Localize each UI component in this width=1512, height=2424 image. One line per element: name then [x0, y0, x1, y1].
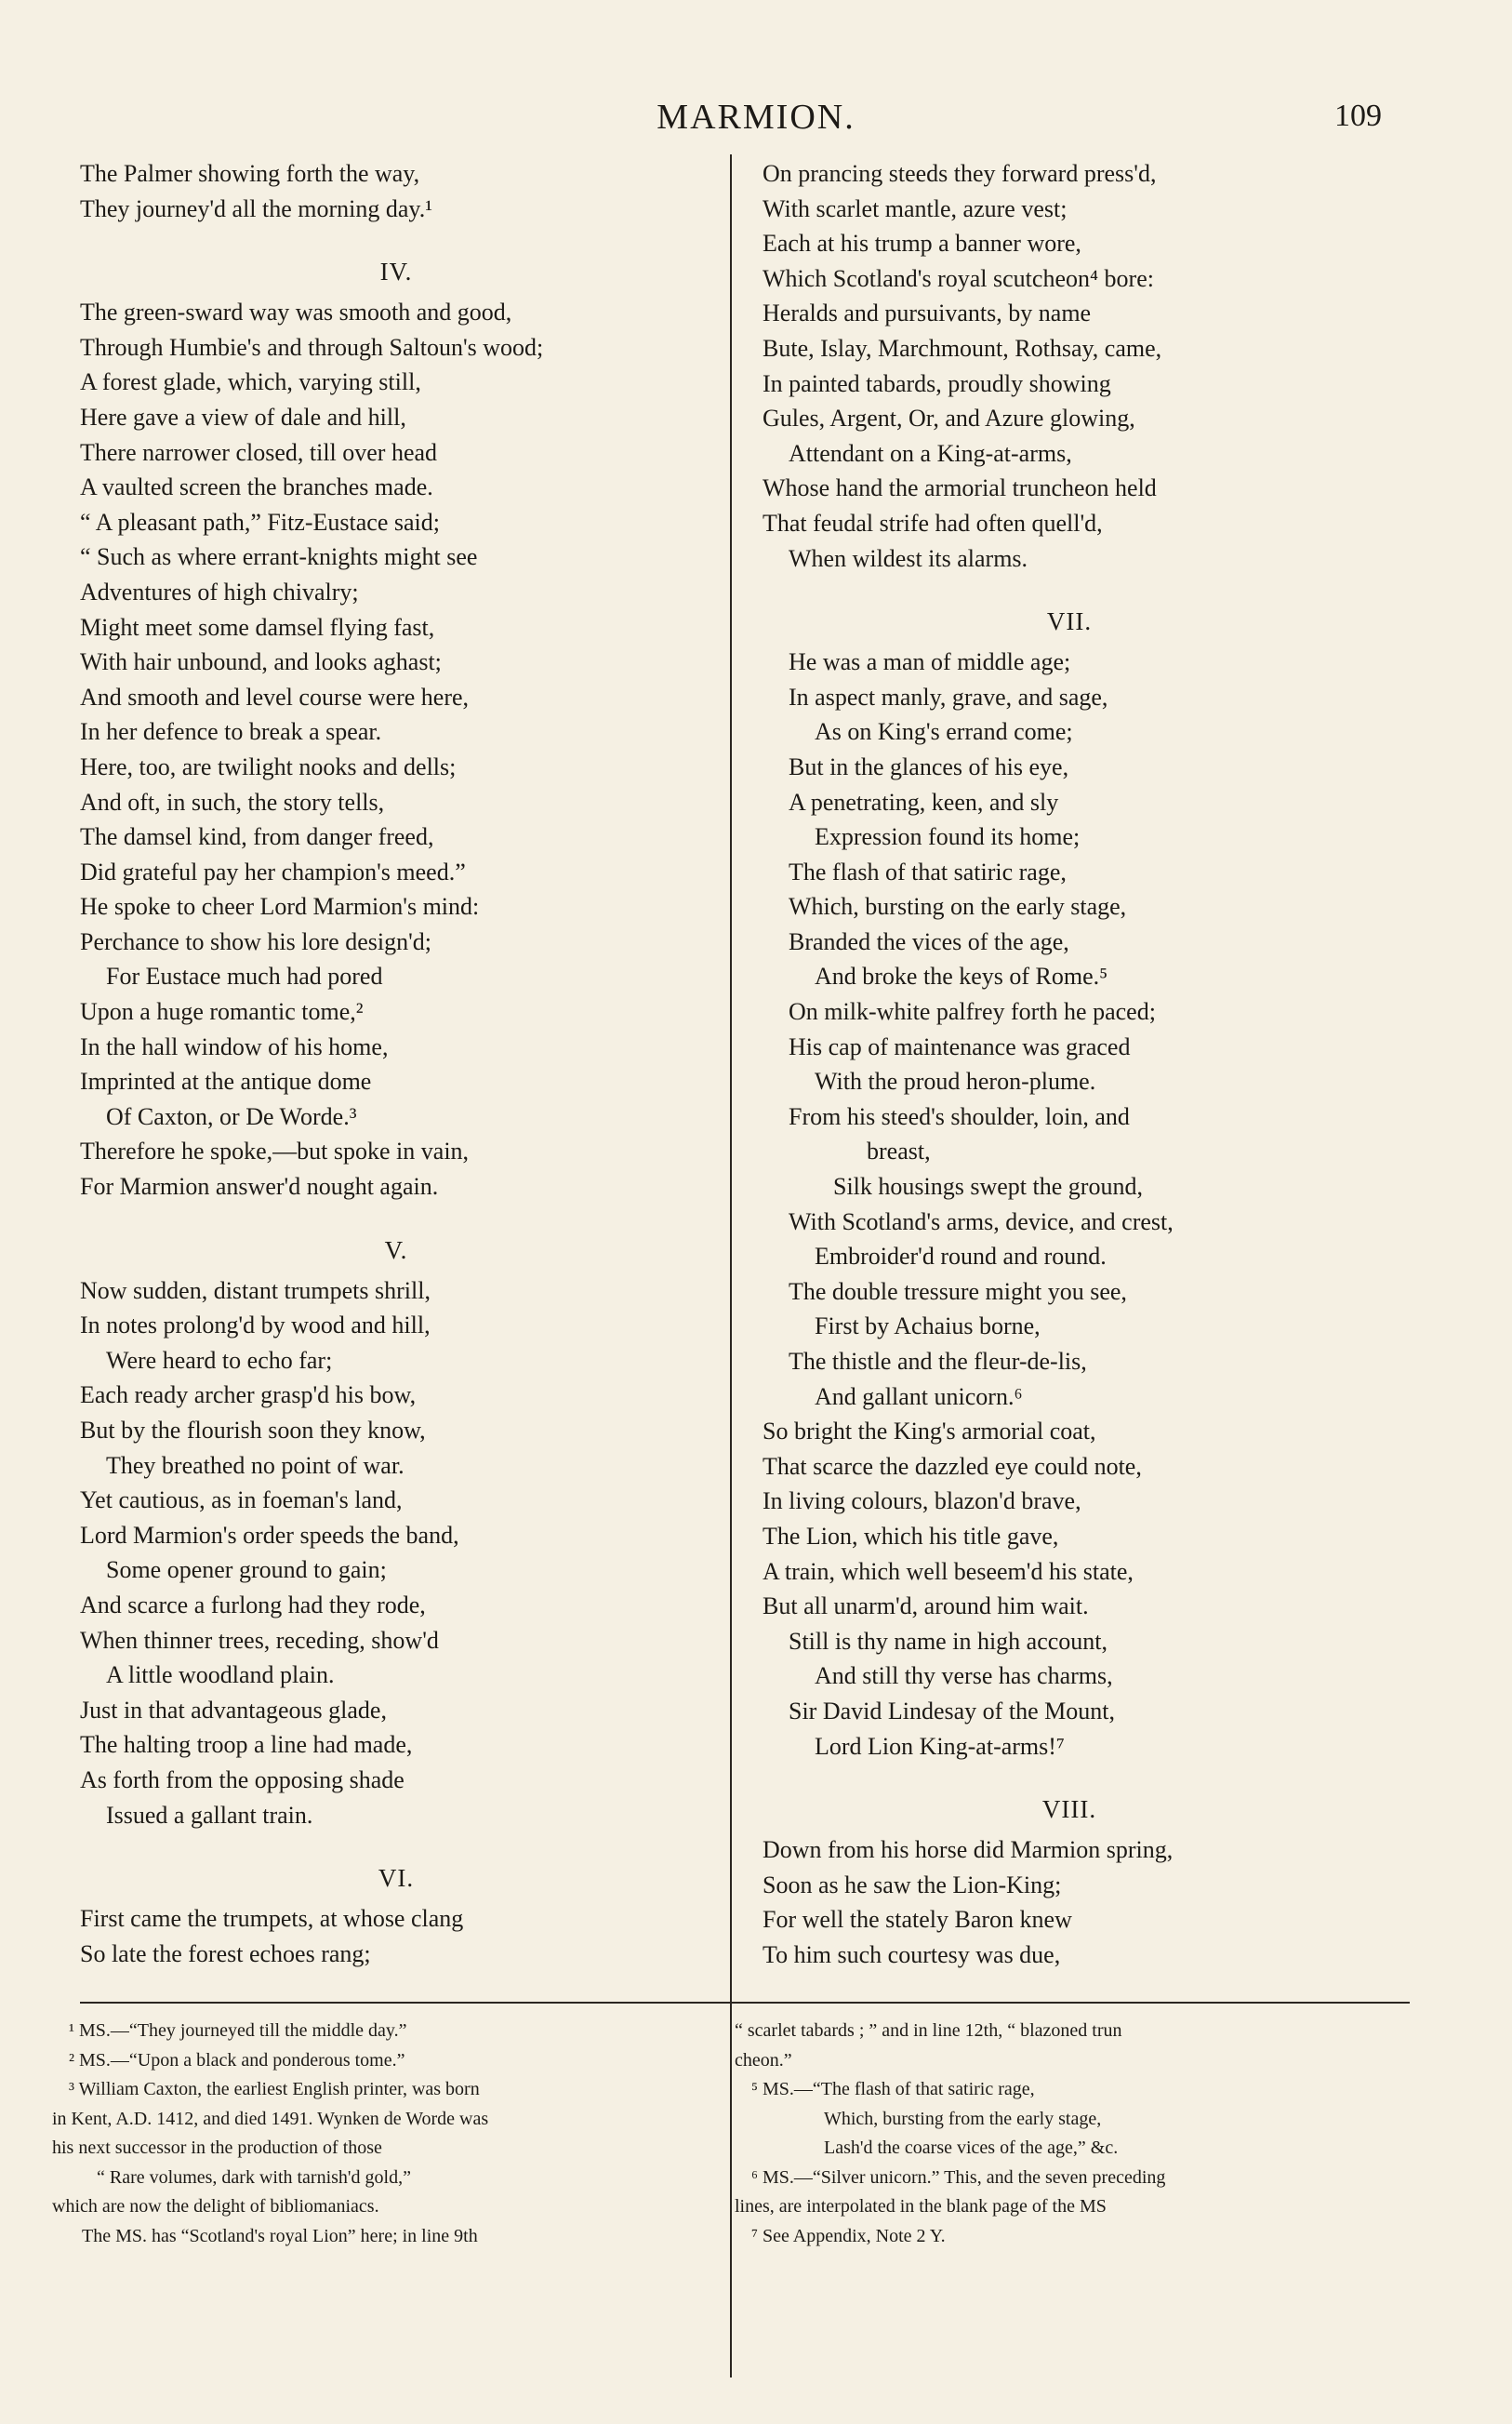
verse-line: In notes prolong'd by wood and hill,: [80, 1312, 431, 1339]
footnote-line: which are now the delight of bibliomaniacs.: [52, 2196, 379, 2217]
footnote-line: ⁵ MS.—“The flash of that satiric rage,: [751, 2079, 1035, 2099]
verse-line: Lord Lion King-at-arms!⁷: [815, 1732, 1065, 1760]
verse-line: Here, too, are twilight nooks and dells;: [80, 753, 457, 780]
verse-line: Branded the vices of the age,: [789, 927, 1069, 955]
stanza-gap: [763, 576, 1376, 598]
verse-line: Each at his trump a banner wore,: [763, 230, 1081, 258]
footnote-rule: [80, 2002, 1410, 2004]
verse-line: When thinner trees, receding, show'd: [80, 1626, 439, 1654]
verse-line: Therefore he spoke,—but spoke in vain,: [80, 1138, 470, 1165]
verse-line: To him such courtesy was due,: [763, 1940, 1061, 1968]
footnote-line: ⁶ MS.—“Silver unicorn.” This, and the seven preceding: [751, 2166, 1166, 2188]
footnote-line: in Kent, A.D. 1412, and died 1491. Wynken de Worde was: [52, 2108, 489, 2129]
verse-line: Upon a huge romantic tome,²: [80, 998, 364, 1026]
footnote-line: ⁷ See Appendix, Note 2 Y.: [751, 2225, 946, 2246]
verse-line: From his steed's shoulder, loin, and: [789, 1102, 1130, 1130]
verse-line: The damsel kind, from danger freed,: [80, 823, 434, 851]
verse-line: With the proud heron-plume.: [815, 1068, 1096, 1096]
verse-line: They journey'd all the morning day.¹: [80, 194, 433, 222]
verse-line: So late the forest echoes rang;: [80, 1939, 371, 1967]
verse-line: Expression found its home;: [815, 823, 1081, 851]
verse-line: Each ready archer grasp'd his bow,: [80, 1381, 417, 1409]
verse-line: The Palmer showing forth the way,: [80, 160, 420, 187]
verse-line: Imprinted at the antique dome: [80, 1068, 372, 1096]
footnotes-right: [735, 2017, 1404, 2251]
footnote-line: ² MS.—“Upon a black and ponderous tome.”: [69, 2049, 405, 2071]
stanza-gap: [763, 1764, 1376, 1786]
verse-line: Whose hand the armorial truncheon held: [763, 474, 1157, 502]
column-divider: [730, 154, 732, 2377]
verse-line: Issued a gallant train.: [106, 1801, 313, 1829]
stanza-gap: [80, 1832, 712, 1855]
verse-line: There narrower closed, till over head: [80, 438, 438, 466]
verse-line: So bright the King's armorial coat,: [763, 1418, 1096, 1445]
verse-line: In painted tabards, proudly showing: [763, 369, 1111, 397]
verse-line: And smooth and level course were here,: [80, 683, 470, 711]
verse-line: A forest glade, which, varying still,: [80, 368, 421, 396]
verse-line: That scarce the dazzled eye could note,: [763, 1452, 1142, 1480]
verse-line: Attendant on a King-at-arms,: [789, 439, 1072, 467]
verse-line: Silk housings swept the ground,: [833, 1173, 1143, 1201]
verse-line: In living colours, blazon'd brave,: [763, 1487, 1081, 1515]
stanza-number: VI.: [378, 1864, 415, 1893]
verse-line: With Scotland's arms, device, and crest,: [789, 1207, 1174, 1235]
verse-line: Might meet some damsel flying fast,: [80, 613, 435, 641]
stanza-number: VIII.: [1041, 1795, 1097, 1824]
right-poem-column: [763, 156, 1376, 1973]
verse-line: Were heard to echo far;: [106, 1346, 333, 1374]
stanza-number: V.: [384, 1235, 408, 1264]
verse-line: The flash of that satiric rage,: [789, 858, 1067, 886]
verse-line: His cap of maintenance was graced: [789, 1032, 1131, 1060]
page-header: [0, 97, 1512, 143]
verse-line: For Marmion answer'd nought again.: [80, 1173, 439, 1201]
verse-line: And broke the keys of Rome.⁵: [815, 963, 1108, 991]
footnote-line: his next successor in the production of those: [52, 2138, 382, 2158]
verse-line: And gallant unicorn.⁶: [815, 1382, 1023, 1410]
verse-line: In aspect manly, grave, and sage,: [789, 683, 1108, 711]
verse-line: For Eustace much had pored: [106, 963, 383, 991]
stanza-number: VII.: [1046, 607, 1093, 636]
verse-line: But in the glances of his eye,: [789, 753, 1069, 780]
verse-line: But by the flourish soon they know,: [80, 1417, 426, 1444]
verse-line: For well the stately Baron knew: [763, 1906, 1072, 1934]
verse-line: With hair unbound, and looks aghast;: [80, 648, 442, 676]
verse-line: Lord Marmion's order speeds the band,: [80, 1521, 459, 1549]
footnote-line: Which, bursting from the early stage,: [824, 2108, 1102, 2129]
page-number: 109: [1334, 99, 1382, 133]
left-poem-column: [80, 156, 712, 1971]
verse-line: Just in that advantageous glade,: [80, 1696, 387, 1724]
verse-line: The halting troop a line had made,: [80, 1731, 413, 1759]
verse-line: But all unarm'd, around him wait.: [763, 1592, 1089, 1620]
verse-line: The green-sward way was smooth and good,: [80, 299, 512, 326]
footnote-line: “ scarlet tabards ; ” and in line 12th, “ blazoned trun: [735, 2020, 1122, 2041]
stanza-gap: [80, 226, 712, 248]
verse-line: In the hall window of his home,: [80, 1032, 389, 1060]
verse-line: Which, bursting on the early stage,: [789, 893, 1127, 921]
verse-line: Embroider'd round and round.: [815, 1243, 1107, 1271]
footnote-line: The MS. has “Scotland's royal Lion” here; in line 9th: [82, 2225, 478, 2246]
verse-line: Some opener ground to gain;: [106, 1556, 387, 1584]
verse-line: Heralds and pursuivants, by name: [763, 300, 1092, 327]
verse-line: And still thy verse has charms,: [815, 1662, 1113, 1690]
verse-line: A penetrating, keen, and sly: [789, 788, 1059, 816]
stanza-number: IV.: [379, 258, 413, 286]
verse-line: On prancing steeds they forward press'd,: [763, 160, 1157, 187]
verse-line: The Lion, which his title gave,: [763, 1522, 1059, 1550]
verse-line: Now sudden, distant trumpets shrill,: [80, 1276, 431, 1304]
verse-line: Of Caxton, or De Worde.³: [106, 1102, 357, 1130]
verse-line: Did grateful pay her champion's meed.”: [80, 858, 466, 886]
verse-line: First by Achaius borne,: [815, 1312, 1041, 1340]
verse-line: He spoke to cheer Lord Marmion's mind:: [80, 893, 480, 921]
footnote-line: lines, are interpolated in the blank page of the MS: [735, 2196, 1107, 2217]
verse-line: Soon as he saw the Lion-King;: [763, 1871, 1062, 1898]
verse-line: And scarce a furlong had they rode,: [80, 1591, 426, 1618]
footnote-line: cheon.”: [735, 2049, 792, 2071]
stanza-gap: [80, 1205, 712, 1227]
verse-line: Still is thy name in high account,: [789, 1627, 1108, 1655]
verse-line: Perchance to show his lore design'd;: [80, 927, 431, 955]
verse-line: Here gave a view of dale and hill,: [80, 403, 406, 431]
footnote-line: ³ William Caxton, the earliest English printer, was born: [69, 2079, 480, 2099]
verse-line: breast,: [867, 1138, 931, 1165]
verse-line: First came the trumpets, at whose clang: [80, 1905, 464, 1933]
footnotes-left: [52, 2017, 712, 2251]
verse-line: Bute, Islay, Marchmount, Rothsay, came,: [763, 334, 1162, 362]
verse-line: Which Scotland's royal scutcheon⁴ bore:: [763, 264, 1154, 292]
verse-line: In her defence to break a spear.: [80, 718, 382, 746]
footnote-line: ¹ MS.—“They journeyed till the middle day.”: [69, 2020, 407, 2041]
verse-line: That feudal strife had often quell'd,: [763, 509, 1103, 537]
verse-line: Through Humbie's and through Saltoun's wood;: [80, 333, 544, 361]
verse-line: A vaulted screen the branches made.: [80, 473, 433, 501]
verse-line: As forth from the opposing shade: [80, 1765, 405, 1793]
verse-line: Gules, Argent, Or, and Azure glowing,: [763, 405, 1135, 433]
verse-line: Sir David Lindesay of the Mount,: [789, 1697, 1115, 1725]
verse-line: Down from his horse did Marmion spring,: [763, 1836, 1174, 1864]
verse-line: On milk-white palfrey forth he paced;: [789, 998, 1156, 1026]
verse-line: “ A pleasant path,” Fitz-Eustace said;: [80, 508, 440, 536]
verse-line: He was a man of middle age;: [789, 648, 1071, 676]
verse-line: A train, which well beseem'd his state,: [763, 1557, 1134, 1585]
verse-line: “ Such as where errant-knights might see: [80, 543, 478, 571]
verse-line: When wildest its alarms.: [789, 544, 1028, 572]
verse-line: They breathed no point of war.: [106, 1451, 405, 1479]
verse-line: Yet cautious, as in foeman's land,: [80, 1486, 403, 1514]
verse-line: A little woodland plain.: [106, 1661, 335, 1689]
footnote-line: Lash'd the coarse vices of the age,” &c.: [824, 2138, 1119, 2158]
verse-line: As on King's errand come;: [815, 718, 1073, 746]
verse-line: The double tressure might you see,: [789, 1277, 1127, 1305]
verse-line: Adventures of high chivalry;: [80, 578, 359, 606]
verse-line: And oft, in such, the story tells,: [80, 788, 385, 816]
footnote-line: “ Rare volumes, dark with tarnish'd gold,”: [97, 2166, 411, 2188]
verse-line: The thistle and the fleur-de-lis,: [789, 1348, 1087, 1375]
running-title: MARMION.: [657, 98, 855, 137]
verse-line: With scarlet mantle, azure vest;: [763, 194, 1068, 222]
